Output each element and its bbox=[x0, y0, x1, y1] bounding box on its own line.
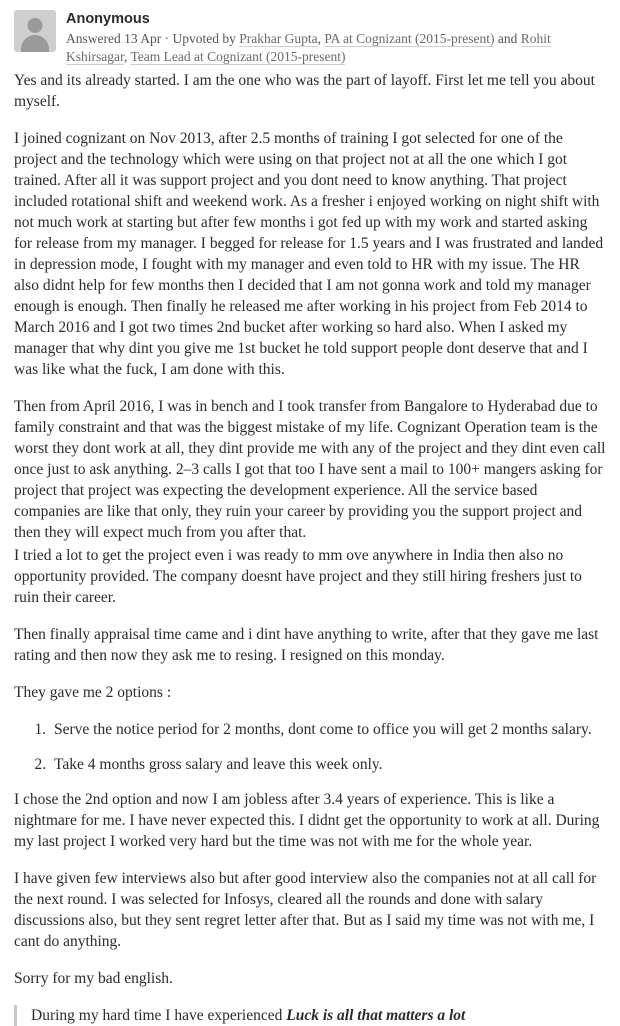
list-item: 2. Take 4 months gross salary and leave this week only. bbox=[50, 754, 606, 775]
answer-meta-line: Answered 13 Apr · Upvoted by Prakhar Gupta, PA at Cognizant (2015-present) and Rohit Kshirsagar, Team Lead at Cognizant (2015-present) bbox=[66, 31, 551, 64]
meta-and-label: and bbox=[497, 31, 518, 46]
answer-paragraph: Yes and its already started. I am the one who was the part of layoff. First let me tell you about myself. bbox=[14, 72, 595, 110]
anonymous-user-icon-body bbox=[21, 35, 49, 52]
upvoter-2-name[interactable]: Rohit Kshirsagar bbox=[66, 31, 551, 64]
upvoter-2-credential[interactable]: Team Lead at Cognizant (2015-present) bbox=[130, 49, 346, 64]
answer-paragraph: Sorry for my bad english. bbox=[14, 970, 173, 987]
upvoter-1-name[interactable]: Prakhar Gupta bbox=[239, 31, 318, 46]
meta-separator: · bbox=[164, 31, 170, 46]
answered-date[interactable]: Answered 13 Apr bbox=[66, 31, 162, 46]
answer-body bbox=[14, 70, 606, 1026]
answer-header bbox=[14, 8, 606, 70]
answer-paragraph: I chose the 2nd option and now I am jobless after 3.4 years of experience. This is like a nightmare for me. I have never expected this. I didnt get the opportunity to work at all. During my last project I worked very hard but the time was not with me for the whole year. bbox=[14, 791, 600, 850]
answer-paragraph: Then finally appraisal time came and i dint have anything to write, after that they gave me last rating and then now they ask me to resing. I resigned on this monday. bbox=[14, 626, 599, 664]
anonymous-user-icon bbox=[28, 18, 43, 33]
author-name[interactable]: Anonymous bbox=[66, 11, 150, 27]
quote-block bbox=[14, 1005, 606, 1026]
answer-paragraph: Then from April 2016, I was in bench and I took transfer from Bangalore to Hyderabad due to family constraint and that was the biggest mistake of my life. Cognizant Operation team is the worst they dont work at all, they dint provide me with any of the project and they dint even call once just to ask anything. 2–3 calls I got that too I have sent a mail to 100+ mangers asking for project that project was expecting the development experience. All the service based companies are like that only, they ruin your career by providing you the support project and then they will expect much from you after that. bbox=[14, 398, 606, 541]
author-meta bbox=[66, 10, 606, 66]
avatar[interactable] bbox=[14, 10, 56, 52]
upvoter-1-credential[interactable]: PA at Cognizant (2015-present) bbox=[324, 31, 495, 46]
quote-emphasis-text: Luck is all that matters a lot bbox=[286, 1007, 466, 1024]
list-item: 1. Serve the notice period for 2 months, dont come to office you will get 2 months salary. bbox=[50, 719, 606, 740]
quote-lead-text: During my hard time I have experienced bbox=[31, 1007, 287, 1024]
upvoted-by-label: Upvoted by bbox=[172, 31, 236, 46]
answer-paragraph: I tried a lot to get the project even i was ready to mm ove anywhere in India then also no opportunity provided. The company doesnt have project and they still hiring freshers just to ruin their career. bbox=[14, 547, 582, 606]
answer-paragraph: I have given few interviews also but after good interview also the companies not at all call for the next round. I was selected for Infosys, cleared all the rounds and done with salary discussions also, but they sent regret letter after that. But as I said my time was not with me, I cant do anything. bbox=[14, 870, 597, 950]
options-list bbox=[14, 719, 606, 775]
answer-paragraph: They gave me 2 options : bbox=[14, 684, 172, 701]
answer-paragraph: I joined cognizant on Nov 2013, after 2.5 months of training I got selected for one of the project and the technology which were using on that project not at all the one which I got trained. After all it was support project and you dont need to know anything. That project included rotational shift and weekend work. As a fresher i enjoyed working on night shift with not much work at starting but after few months i got fed up with my work and started asking for release from my manager. I begged for release for 1.5 years and I was frustrated and landed in depression mode, I fought with my manager and even told to HR with my issue. The HR also didnt help for few months then I decided that I am not gonna work and told my manager enough is enough. Then finally he released me after working in his project from Feb 2014 to March 2016 and I got two times 2nd bucket after working so hard also. When I asked my manager that why dint you give me 1st bucket he told support people dont deserve that and I was like what the fuck, I am done with this. bbox=[14, 130, 604, 378]
